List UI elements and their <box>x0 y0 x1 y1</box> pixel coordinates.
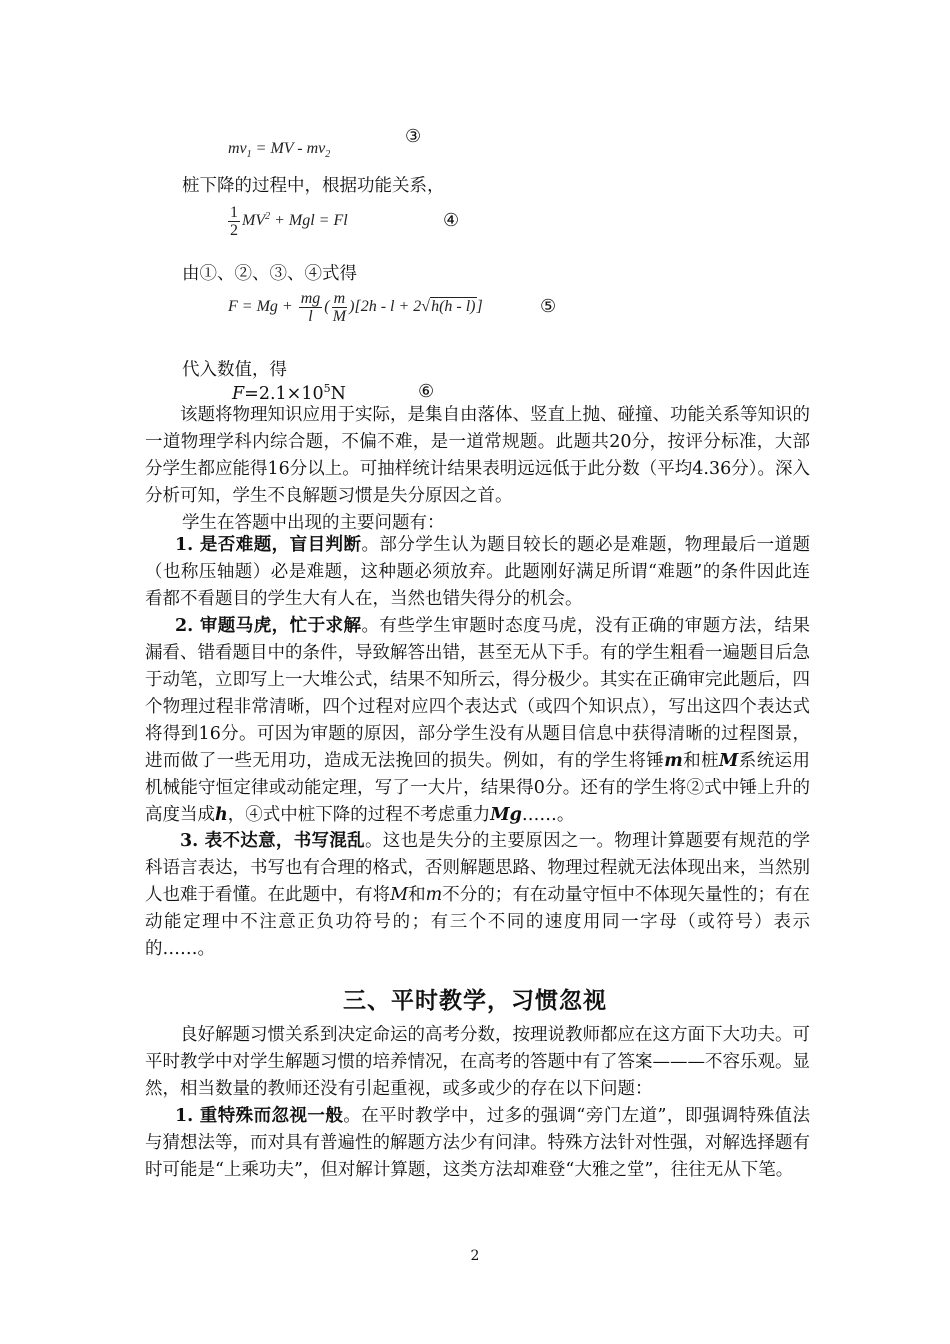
equation-4: $\frac{1}{2}$ $MV^2$ + Mgl = Fl <box>230 204 348 239</box>
equation-6: $F=2.1\times 10^5N$ <box>232 382 346 404</box>
problem-item-3-heading: 3. 表不达意，书写混乱 <box>180 831 365 851</box>
paragraph-descent: 桩下降的过程中，根据功能关系， <box>182 176 445 196</box>
page-number: 2 <box>470 1248 480 1264</box>
equation-5: F = Mg + $\frac{mg}{l}$ ( $\frac{m}{M}$ )[2h - l + 2√h(h - l)] <box>228 290 483 325</box>
teaching-item-1: 1. 重特殊而忽视一般。在平时教学中，过多的强调“旁门左道”，即强调特殊值法与猜想法等，而对具有普遍性的解题方法少有问津。特殊方法针对性强，对解选择题有时可能是“上乘功夫”，但对解计算题，这类方法却难登“大雅之堂”，往往无从下笔。 <box>145 1106 810 1180</box>
paragraph-teaching: 良好解题习惯关系到决定命运的高考分数，按理说教师都应在这方面下大功夫。可平时教学中对学生解题习惯的培养情况，在高考的答题中有了答案———不容乐观。显然，相当数量的教师还没有引起重视，或多或少的存在以下问题： <box>145 1025 810 1099</box>
problem-item-1-heading: 1. 是否难题，盲目判断 <box>175 535 362 555</box>
problem-item-2-heading: 2. 审题马虎，忙于求解 <box>175 616 362 636</box>
problem-item-3: 3. 表不达意，书写混乱。这也是失分的主要原因之一。物理计算题要有规范的学科语言表达，书写也有合理的格式，否则解题思路、物理过程就无法体现出来，当然别人也难于看懂。在此题中，有将M和m不分的；有在动量守恒中不体现矢量性的；有在动能定理中不注意正负功符号的；有三个不同的速度用同一字母（或符号）表示的……。 <box>145 831 811 959</box>
problem-item-2: 2. 审题马虎，忙于求解。有些学生审题时态度马虎，没有正确的审题方法，结果漏看、错看题目中的条件，导致解答出错，甚至无从下手。有的学生粗看一遍题目后急于动笔，立即写上一大堆公式，结果不知所云，得分极少。其实在正确审完此题后，四个物理过程非常清晰，四个过程对应四个表达式（或四个知识点），写出这四个表达式将得到16分。可因为审题的原因，部分学生没有从题目信息中获得清晰的过程图景，进而做了一些无用功，造成无法挽回的损失。例如，有的学生将锤m和桩M系统运用机械能守恒定律或动能定理，写了一大片，结果得0分。还有的学生将②式中锤上升的高度当成h，④式中桩下降的过程不考虑重力Mg……。 <box>145 616 811 825</box>
equation-3: $mv_1$ = MV - $mv_2$ <box>228 140 331 161</box>
problem-item-1: 1. 是否难题，盲目判断。部分学生认为题目较长的题必是难题，物理最后一道题（也称压轴题）必是难题，这种题必须放弃。此题刚好满足所谓“难题”的条件因此连看都不看题目的学生大有人在，当然也错失得分的机会。 <box>145 535 810 609</box>
paragraph-substitute: 代入数值，得 <box>182 360 287 380</box>
equation-4-number: ④ <box>443 210 460 231</box>
teaching-item-1-heading: 1. 重特殊而忽视一般 <box>175 1106 344 1126</box>
equation-6-number: ⑥ <box>418 381 435 402</box>
equation-3-number: ③ <box>405 126 422 147</box>
paragraph-analysis: 该题将物理知识应用于实际，是集自由落体、竖直上抛、碰撞、功能关系等知识的一道物理学科内综合题，不偏不难，是一道常规题。此题共20分，按评分标准，大部分学生都应能得16分以上。可抽样统计结果表明远远低于此分数（平均4.36分）。深入分析可知，学生不良解题习惯是失分原因之首。 <box>145 405 810 506</box>
paragraph-problems-intro: 学生在答题中出现的主要问题有： <box>182 513 445 533</box>
paragraph-from: 由①、②、③、④式得 <box>182 264 357 284</box>
equation-5-number: ⑤ <box>540 296 557 317</box>
section-heading: 三、平时教学，习惯忽视 <box>343 987 607 1014</box>
